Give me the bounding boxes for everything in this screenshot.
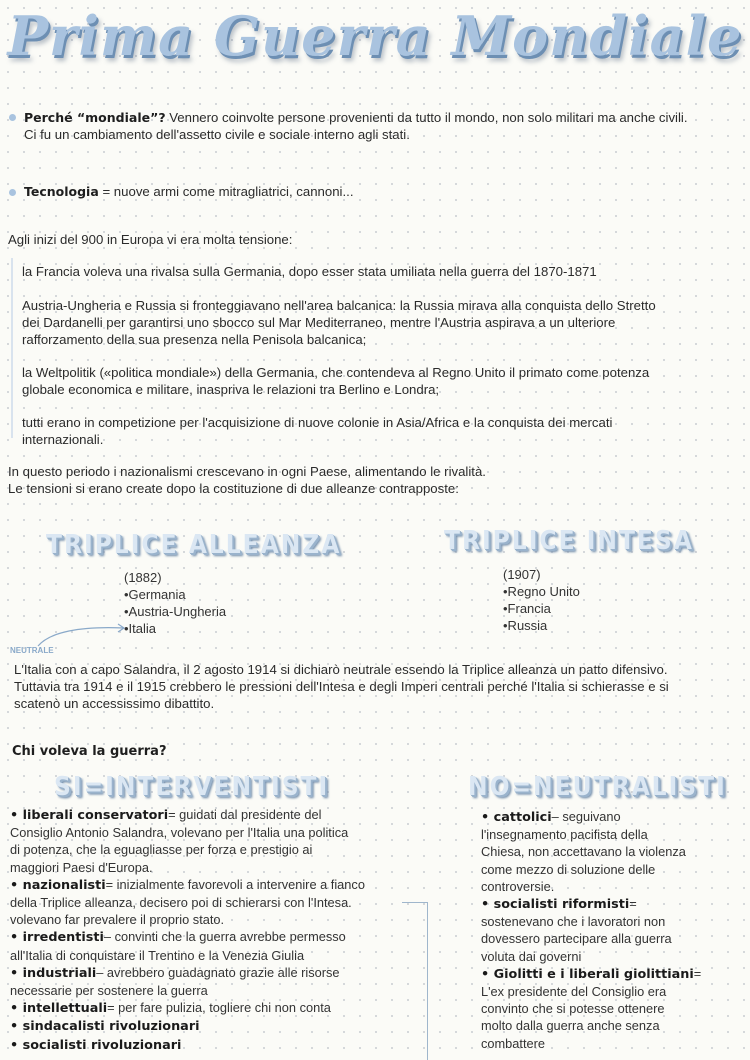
line-head: • intellettuali: [10, 1001, 108, 1017]
line-text: dovessero partecipare alla guerra: [481, 931, 672, 947]
line-text: di potenza, che la eguagliasse per forza e prestigio ai: [10, 842, 313, 858]
line-head: • industriali: [10, 965, 97, 981]
line-text: all'Italia di conquistare il Trentino e la Venezia Giulia: [10, 947, 305, 963]
line-text: = per fare pulizia, togliere chi non conta: [107, 1000, 331, 1016]
tension-line: Austria-Ungheria e Russia si fronteggiavano nell'area balcanica: la Russia mirava alla conquista dello Stretto: [22, 298, 656, 313]
interventisti-list: [10, 806, 410, 1054]
line-text: – seguivano: [551, 809, 621, 824]
interventisti-line: [10, 859, 410, 876]
italy-paragraph: [14, 661, 748, 712]
tension-line: internazionali.: [22, 432, 104, 447]
interventisti-line: [10, 1036, 410, 1054]
tecnologia-term: Tecnologia: [24, 184, 99, 199]
tension-line: la Weltpolitik («politica mondiale») della Germania, che contendeva al Regno Unito il primato come potenza: [22, 365, 650, 380]
tension-item-francia: la Francia voleva una rivalsa sulla Germania, dopo esser stata umiliata nella guerra del 1870-1871: [22, 264, 597, 279]
tecnologia-text: = nuove armi come mitragliatrici, cannoni...: [98, 184, 354, 199]
triplice-alleanza-heading: TRIPLICE ALLEANZA: [46, 530, 342, 560]
neutralisti-line: [481, 1035, 743, 1052]
line-text: – convinti che la guerra avrebbe permesso: [103, 929, 346, 945]
neutralisti-line: [481, 983, 743, 1000]
interventisti-line: [10, 894, 410, 911]
neutralisti-line: [481, 895, 743, 913]
line-text: molto dalla guerra anche senza: [481, 1018, 660, 1034]
line-head: • sindacalisti rivoluzionari: [10, 1019, 200, 1035]
perche-text2: Ci fu un cambiamento dell'assetto civile e sociale interno agli stati.: [24, 127, 410, 142]
bullet-dot: [9, 189, 16, 196]
line-text: =: [693, 965, 702, 981]
line-text: convinto che si potesse ottenere: [481, 1001, 665, 1017]
line-text: della Triplice alleanza, decisero poi di schierarsi con l'Intesa.: [10, 895, 352, 911]
line-text: l'insegnamento pacifista della: [481, 827, 648, 843]
neutralisti-line: [481, 1000, 743, 1017]
neutralisti-line: [481, 878, 743, 895]
alleanza-year: (1882): [124, 570, 162, 585]
interventisti-line: [10, 841, 410, 858]
intesa-year: (1907): [503, 567, 541, 582]
line-head: • socialisti riformisti: [481, 897, 630, 913]
line-head: • socialisti rivoluzionari: [10, 1037, 182, 1053]
page-title: Prima Guerra Mondiale: [7, 4, 743, 68]
line-text: necessarie per sostenere la guerra: [10, 983, 208, 999]
neutralisti-heading: NO=NEUTRALISTI: [468, 772, 727, 802]
neutralisti-line: [481, 808, 743, 826]
interventisti-line: [10, 911, 410, 928]
neutralisti-line: [481, 948, 743, 965]
line-text: controversie.: [481, 878, 555, 894]
tecnologia-paragraph: [24, 183, 724, 200]
line-text: Chiesa, non accettavano la violenza: [481, 844, 686, 860]
neutralisti-line: [481, 913, 743, 930]
tension-line: rafforzamento della sua presenza nella Penisola balcanica;: [22, 332, 367, 347]
line-text: L'ex presidente del Consiglio era: [481, 984, 667, 1000]
intesa-member: •Regno Unito: [503, 584, 580, 599]
triplice-intesa-heading: TRIPLICE INTESA: [444, 526, 694, 556]
triplice-intesa-list: [503, 566, 580, 634]
alleanza-member: •Austria-Ungheria: [124, 604, 227, 619]
interventisti-line: [10, 806, 410, 824]
interventisti-line: [10, 928, 410, 946]
italy-line: Tuttavia tra 1914 e il 1915 crebbero le pressioni dell'Intesa e degli Imperi centrali perché l'Italia si schierasse e si: [14, 679, 669, 694]
connector-line: [402, 902, 428, 903]
interventisti-line: [10, 947, 410, 964]
intesa-member: •Russia: [503, 618, 548, 633]
line-head: • cattolici: [481, 810, 552, 825]
tension-lead: Agli inizi del 900 in Europa vi era molta tensione:: [8, 232, 293, 247]
perche-term: Perché “mondiale”?: [24, 110, 166, 125]
interventisti-line: [10, 824, 410, 841]
italy-line: L'Italia con a capo Salandra, il 2 agosto 1914 si dichiarò neutrale essendo la Triplice alleanza un patto difensivo.: [14, 662, 668, 677]
tension-item-colonie: [22, 414, 748, 448]
italy-line: scatenò un accessissimo dibattito.: [14, 696, 215, 711]
perche-text: Vennero coinvolte persone provenienti da tutto il mondo, non solo militari ma anche civili.: [165, 110, 688, 125]
neutrale-note: NEUTRALE: [10, 646, 54, 655]
tension-vertical-line: [11, 258, 13, 438]
tension-after-line: Le tensioni si erano create dopo la costituzione di due alleanze contrapposte:: [8, 481, 459, 496]
interventisti-line: [10, 964, 410, 982]
tension-after: [8, 463, 748, 497]
tension-after-line: In questo periodo i nazionalismi crescevano in ogni Paese, alimentando le rivalità.: [8, 464, 486, 479]
connector-line: [427, 902, 428, 1060]
line-head: • irredentisti: [10, 930, 104, 946]
line-text: voluta dai governi: [481, 948, 582, 964]
perche-paragraph: [24, 109, 746, 143]
debate-question: Chi voleva la guerra?: [12, 744, 167, 759]
interventisti-line: [10, 876, 410, 894]
interventisti-line: [10, 1017, 410, 1035]
neutralisti-line: [481, 826, 743, 843]
neutralisti-line: [481, 843, 743, 860]
interventisti-line: [10, 999, 410, 1017]
line-head: • Giolitti e i liberali giolittiani: [481, 966, 694, 982]
tension-line: globale economica e militare, inaspriva le relazioni tra Berlino e Londra;: [22, 382, 440, 397]
line-head: • nazionalisti: [10, 877, 106, 893]
tension-line: dei Dardanelli per garantirsi uno sbocco sul Mar Mediterraneo, mentre l'Austria aspirava a un ulteriore: [22, 315, 616, 330]
tension-item-weltpolitik: [22, 364, 748, 398]
neutralisti-line: [481, 861, 743, 878]
line-text: = inizialmente favorevoli a intervenire a fianco: [105, 876, 365, 892]
neutralisti-line: [481, 930, 743, 947]
interventisti-heading: SI=INTERVENTISTI: [54, 772, 330, 802]
line-text: =: [629, 896, 637, 912]
bullet-dot: [9, 114, 16, 121]
line-text: sostenevano che i lavoratori non: [481, 914, 666, 930]
line-text: volevano far prevalere il proprio stato.: [10, 912, 225, 928]
tension-line: tutti erano in competizione per l'acquisizione di nuove colonie in Asia/Africa e la conquista dei mercati: [22, 415, 613, 430]
line-text: maggiori Paesi d'Europa.: [10, 859, 153, 875]
line-text: come mezzo di soluzione delle: [481, 861, 656, 877]
alleanza-member: •Italia: [124, 621, 157, 636]
line-head: • liberali conservatori: [10, 808, 169, 823]
line-text: Consiglio Antonio Salandra, volevano per l'Italia una politica: [10, 825, 349, 841]
neutralisti-line: [481, 1017, 743, 1034]
intesa-member: •Francia: [503, 601, 551, 616]
alleanza-member: •Germania: [124, 587, 186, 602]
triplice-alleanza-list: [124, 569, 226, 637]
neutralisti-line: [481, 965, 743, 983]
neutralisti-list: [481, 808, 743, 1052]
line-text: = guidati dal presidente del: [168, 807, 322, 822]
tension-item-balcani: [22, 297, 748, 348]
line-text: combattere: [481, 1035, 546, 1051]
line-text: – avrebbero guadagnato grazie alle risorse: [96, 964, 340, 980]
interventisti-line: [10, 982, 410, 999]
